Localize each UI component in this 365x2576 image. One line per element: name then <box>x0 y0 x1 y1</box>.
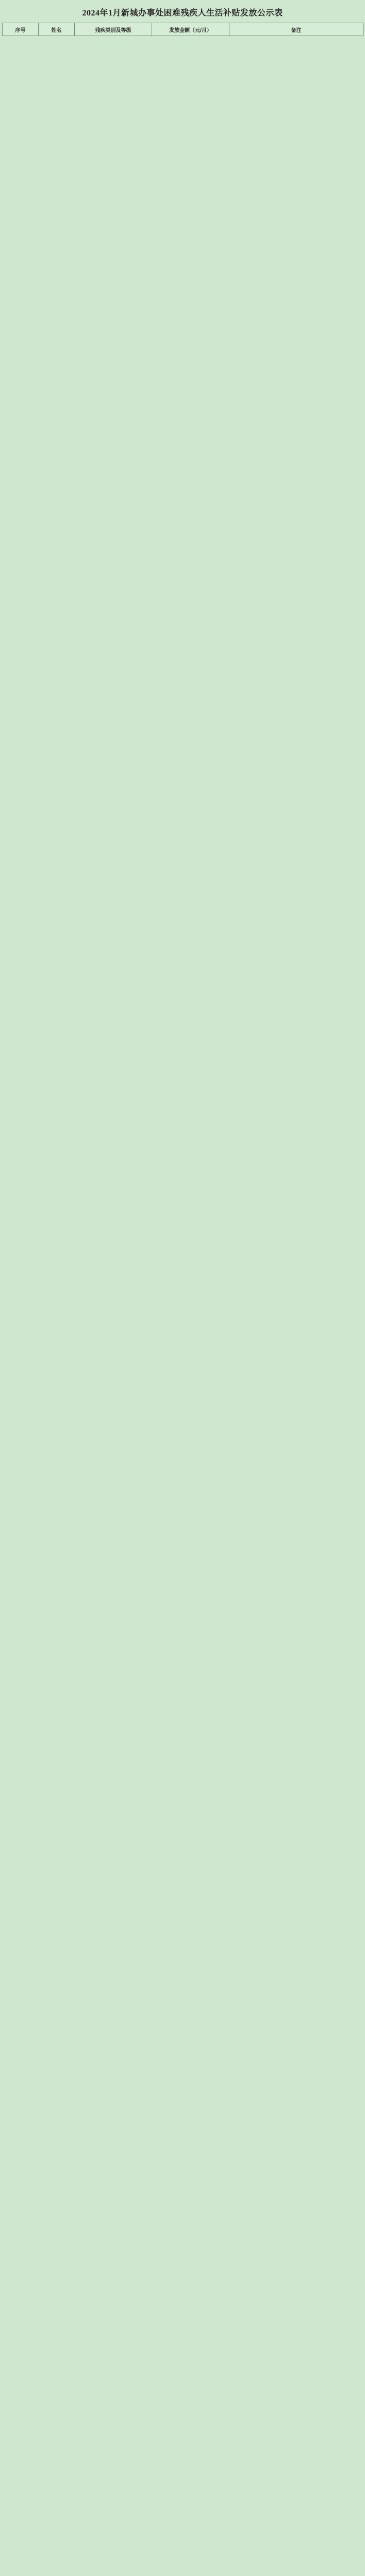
column-header-disability: 残疾类别及等级 <box>75 23 152 36</box>
document-title: 2024年1月新城办事处困难残疾人生活补贴发放公示表 <box>82 9 283 18</box>
column-header-remark: 备注 <box>229 23 363 36</box>
column-header-amount: 发放金额（元/月） <box>152 23 229 36</box>
column-header-name: 姓名 <box>39 23 75 36</box>
column-header-index: 序号 <box>3 23 39 36</box>
subsidy-table <box>2 23 363 36</box>
table-header-row <box>3 23 363 36</box>
